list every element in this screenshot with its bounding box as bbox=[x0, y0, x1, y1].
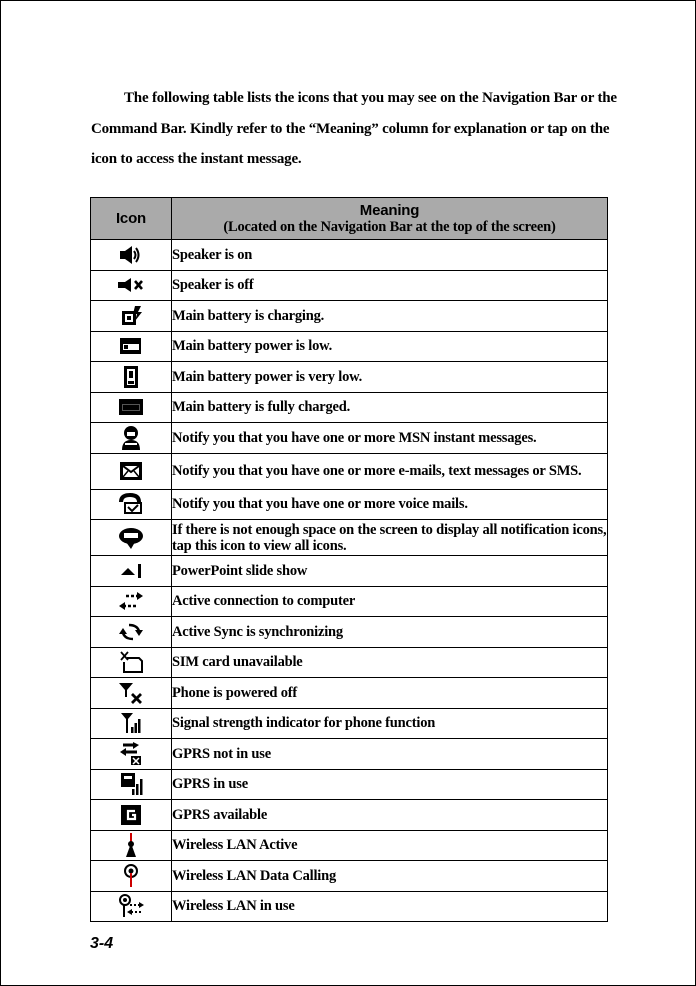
battery-very-low-icon[interactable] bbox=[123, 365, 139, 389]
table-row bbox=[91, 800, 608, 831]
wlan-calling-icon[interactable] bbox=[120, 863, 142, 889]
meaning-text: Main battery power is low. bbox=[172, 331, 608, 362]
meaning-text: Signal strength indicator for phone function bbox=[172, 708, 608, 739]
meaning-text: SIM card unavailable bbox=[172, 647, 608, 678]
table-row bbox=[91, 891, 608, 922]
meaning-text: If there is not enough space on the screen to display all notification icons, tap this icon to view all icons. bbox=[172, 521, 607, 554]
connection-arrows-icon[interactable] bbox=[117, 590, 145, 612]
table-row bbox=[91, 240, 608, 271]
meaning-header-subtitle: (Located on the Navigation Bar at the top of the screen) bbox=[223, 218, 556, 235]
meaning-text: GPRS available bbox=[172, 800, 608, 831]
meaning-text: Wireless LAN Active bbox=[172, 830, 608, 861]
meaning-text: GPRS in use bbox=[172, 769, 608, 800]
table-row bbox=[91, 708, 608, 739]
intro-paragraph: The following table lists the icons that you may see on the Navigation Bar or the Command Bar. Kindly refer to the “Meaning” column for explanation or tap on the icon to access the instant message. bbox=[91, 90, 617, 167]
meaning-text: Phone is powered off bbox=[172, 678, 608, 709]
table-row bbox=[91, 331, 608, 362]
meaning-text: Main battery power is very low. bbox=[172, 362, 608, 393]
meaning-text: Notify you that you have one or more e-mails, text messages or SMS. bbox=[172, 453, 608, 489]
meaning-text: Main battery is charging. bbox=[172, 301, 608, 332]
table-row bbox=[91, 270, 608, 301]
meaning-text: Active connection to computer bbox=[172, 586, 608, 617]
more-notifications-icon[interactable] bbox=[117, 526, 145, 550]
envelope-icon[interactable] bbox=[119, 461, 143, 481]
table-row bbox=[91, 861, 608, 892]
meaning-text: Speaker is off bbox=[172, 270, 608, 301]
wlan-in-use-icon[interactable] bbox=[116, 893, 146, 919]
table-row bbox=[91, 520, 608, 556]
table-row bbox=[91, 769, 608, 800]
icon-table bbox=[90, 197, 608, 922]
gprs-in-use-icon[interactable] bbox=[119, 772, 143, 796]
signal-strength-icon[interactable] bbox=[119, 711, 143, 735]
battery-full-icon[interactable] bbox=[118, 398, 144, 416]
voicemail-icon[interactable] bbox=[118, 493, 144, 515]
icon-column-header: Icon bbox=[91, 198, 172, 240]
meaning-text: Active Sync is synchronizing bbox=[172, 617, 608, 648]
battery-charging-icon[interactable] bbox=[119, 305, 143, 327]
meaning-text: PowerPoint slide show bbox=[172, 556, 608, 587]
meaning-text: Notify you that you have one or more MSN instant messages. bbox=[172, 423, 608, 454]
table-row bbox=[91, 617, 608, 648]
table-row bbox=[91, 392, 608, 423]
table-row bbox=[91, 830, 608, 861]
table-row bbox=[91, 586, 608, 617]
table-row bbox=[91, 453, 608, 489]
table-row bbox=[91, 556, 608, 587]
page-number: 3-4 bbox=[90, 935, 114, 952]
msn-icon[interactable] bbox=[120, 425, 142, 451]
meaning-text: Notify you that you have one or more voice mails. bbox=[172, 489, 608, 520]
meaning-column-header bbox=[172, 198, 608, 240]
battery-low-icon[interactable] bbox=[119, 337, 143, 355]
meaning-text: Speaker is on bbox=[172, 240, 608, 271]
slideshow-icon[interactable] bbox=[119, 563, 143, 579]
wlan-active-icon[interactable] bbox=[122, 832, 140, 858]
meaning-text: GPRS not in use bbox=[172, 739, 608, 770]
meaning-text: Main battery is fully charged. bbox=[172, 392, 608, 423]
sync-arrows-icon[interactable] bbox=[117, 621, 145, 643]
gprs-available-icon[interactable] bbox=[120, 804, 142, 826]
sim-unavailable-icon[interactable] bbox=[118, 650, 144, 674]
gprs-not-in-use-icon[interactable] bbox=[117, 742, 145, 766]
table-header-row bbox=[91, 198, 608, 240]
meaning-header-title: Meaning bbox=[359, 201, 420, 219]
phone-off-icon[interactable] bbox=[117, 681, 145, 705]
speaker-on-icon[interactable] bbox=[118, 245, 144, 265]
meaning-text: Wireless LAN in use bbox=[172, 891, 608, 922]
table-row bbox=[91, 647, 608, 678]
table-row bbox=[91, 739, 608, 770]
table-row bbox=[91, 423, 608, 454]
table-row bbox=[91, 362, 608, 393]
meaning-text: Wireless LAN Data Calling bbox=[172, 861, 608, 892]
table-row bbox=[91, 678, 608, 709]
table-row bbox=[91, 489, 608, 520]
table-row bbox=[91, 301, 608, 332]
speaker-off-icon[interactable] bbox=[117, 277, 145, 293]
